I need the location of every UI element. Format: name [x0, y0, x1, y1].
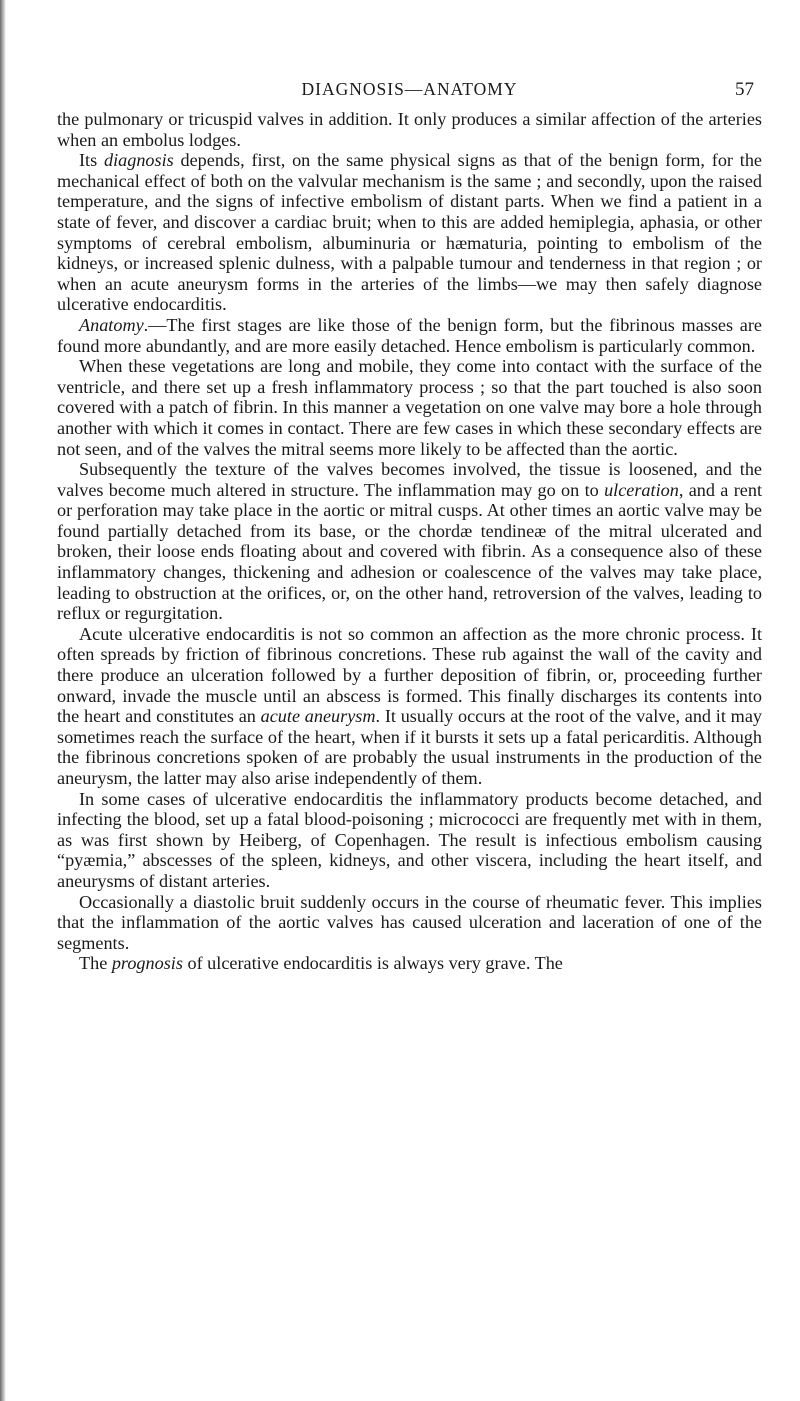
page-header: [57, 79, 762, 109]
paragraph-8: [57, 892, 762, 954]
text-run: . It usually occurs at the root of the valve, and it may sometimes reach the surface of the heart, when if it bursts it sets up a fatal pericarditis. Although the fibrinous concretions spoken of are probably the usual instruments in the production of the aneurysm, the latter may also arise independently of them.: [57, 706, 762, 788]
book-page: [57, 79, 762, 974]
italic-term: prognosis: [111, 953, 183, 974]
text-run: Subsequently the texture of the valves becomes involved, the tissue is loosened, and the valves become much altered in structure. The inflammation may go on to: [57, 459, 762, 500]
italic-term: acute aneurysm: [260, 706, 376, 727]
text-run: of ulcerative endocarditis is always very grave. The: [182, 953, 563, 974]
italic-term: Anatomy: [79, 314, 144, 335]
text-run: the pulmonary or tricuspid valves in addition. It only produces a similar affection of the arteries when an embolus lodges.: [57, 109, 762, 150]
text-run: Occasionally a diastolic bruit suddenly occurs in the course of rheumatic fever. This implies that the inflammation of the aortic valves has caused ulceration and laceration of one of the segments.: [57, 891, 762, 953]
text-run: Acute ulcerative endocarditis is not so common an affection as the more chronic process. It often spreads by friction of fibrinous concretions. These rub against the wall of the cavity and there produce an ulceration followed by a further deposition of fibrin, or, proceeding further onward, invade the muscle until an abscess is formed. This finally discharges its contents into the heart and constitutes an: [57, 623, 762, 727]
text-run: depends, first, on the same physical signs as that of the benign form, for the mechanical effect of both on the valvular mechanism is the same ; and secondly, upon the raised temperature, and the signs of infective embolism of distant parts. When we find a patient in a state of fever, and discover a cardiac bruit; when to this are added hemiplegia, aphasia, or other symptoms of cerebral embolism, albuminuria or hæmaturia, pointing to embolism of the kidneys, or increased splenic dulness, with a palpable tumour and tenderness in that region ; or when an acute aneurysm forms in the arteries of the limbs—we may then safely diagnose ulcerative endocarditis.: [57, 150, 762, 315]
text-run: In some cases of ulcerative endocarditis the inflammatory products become detached, and infecting the blood, set up a fatal blood-poisoning ; micrococci are frequently met with in them, as was first shown by Heiberg, of Copenhagen. The result is infectious embolism causing “pyæmia,” abscesses of the spleen, kidneys, and other viscera, including the heart itself, and aneurysms of distant arteries.: [57, 788, 762, 891]
paragraph-6: [57, 624, 762, 789]
italic-term: diagnosis: [103, 150, 174, 171]
body-text: [57, 109, 762, 974]
paragraph-4: [57, 356, 762, 459]
paragraph-7: [57, 789, 762, 892]
text-run: , and a rent or perforation may take place in the aortic or mitral cusps. At other times an aortic valve may be found partially detached from its base, or the chordæ tendineæ of the mitral ulcerated and broken, their loose ends floating about and covered with fibrin. As a consequence also of these inflammatory changes, thickening and adhesion or coalescence of the valves may take place, leading to obstruction at the orifices, or, on the other hand, retroversion of the valves, leading to reflux or regurgitation.: [57, 479, 762, 624]
running-head: DIAGNOSIS—ANATOMY: [301, 79, 518, 99]
paragraph-9: [57, 953, 762, 974]
paragraph-5: [57, 459, 762, 624]
paragraph-1: [57, 109, 762, 150]
text-run: The: [79, 953, 112, 974]
paragraph-2: [57, 150, 762, 315]
italic-term: ulceration: [604, 479, 679, 500]
paragraph-3: [57, 315, 762, 356]
page-number: 57: [735, 79, 754, 100]
page-binding-edge: [0, 0, 6, 1401]
text-run: When these vegetations are long and mobile, they come into contact with the surface of the ventricle, and there set up a fresh inflammatory process ; so that the part touched is also soon covered with a patch of fibrin. In this manner a vegetation on one valve may bore a hole through another with which it comes in contact. There are few cases in which these secondary effects are not seen, and of the valves the mitral seems more likely to be affected than the aortic.: [57, 356, 762, 459]
text-run: Its: [79, 150, 104, 171]
text-run: .—The first stages are like those of the benign form, but the fibrinous masses are found more abundantly, and are more easily detached. Hence embolism is particularly common.: [57, 314, 762, 356]
